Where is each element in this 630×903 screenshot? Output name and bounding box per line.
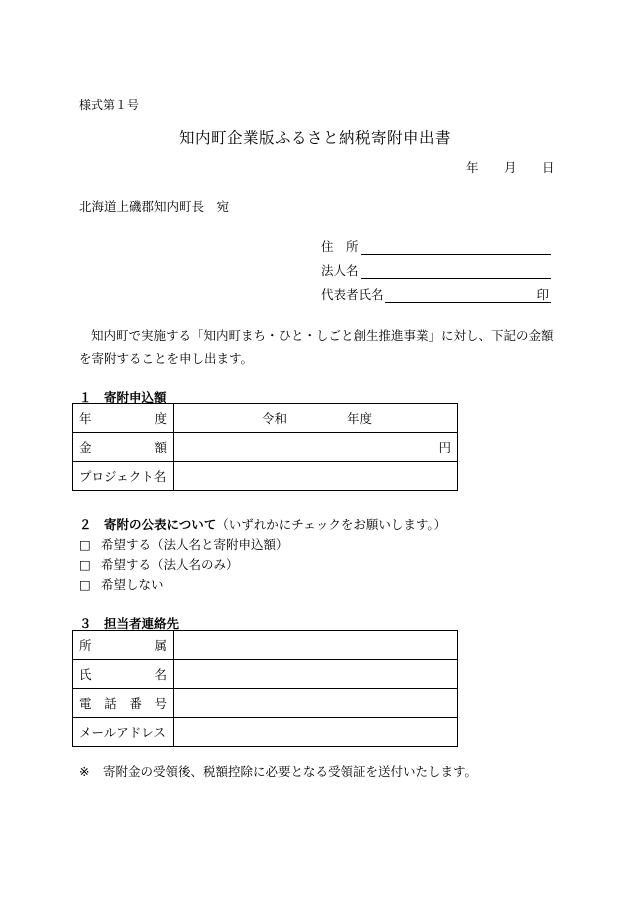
project-value-cell[interactable] — [174, 462, 458, 491]
checkbox-icon[interactable]: □ — [79, 577, 91, 592]
date-year: 年 — [466, 160, 479, 175]
contact-table — [72, 630, 458, 747]
phone-label-cell — [73, 689, 174, 718]
project-label-cell — [73, 462, 174, 491]
project-label: プロジェクト名 — [79, 469, 167, 484]
phone-label-2: 話 — [104, 696, 117, 711]
name-label-cell — [73, 660, 174, 689]
section2-heading-row — [79, 515, 446, 533]
name-label-b: 名 — [154, 667, 167, 682]
section2-heading-note: （いずれかにチェックをお願いします。） — [216, 517, 447, 532]
phone-label-1: 電 — [79, 696, 92, 711]
option-label: 希望しない — [101, 577, 164, 592]
checkbox-icon[interactable]: □ — [79, 557, 91, 572]
table-row — [73, 689, 458, 718]
section1-heading: １ 寄附申込額 — [79, 390, 167, 405]
phone-label-3: 番 — [129, 696, 142, 711]
email-value-cell[interactable] — [174, 718, 458, 747]
yen-label: 円 — [438, 440, 451, 455]
name-label-a: 氏 — [79, 667, 92, 682]
table-row — [73, 631, 458, 660]
section3-heading: ３ 担当者連絡先 — [79, 616, 180, 631]
footer-note — [79, 762, 477, 780]
section2-heading: ２ 寄附の公表について — [79, 517, 217, 532]
signature-rep-row — [321, 285, 551, 303]
publish-option-1[interactable] — [79, 535, 289, 553]
amount-label-a: 金 — [79, 440, 92, 455]
note-text: 寄附金の受領後、税額控除に必要となる受領証を送付いたします。 — [103, 764, 478, 779]
email-label: メールアドレス — [79, 725, 166, 740]
rep-name-label: 代表者氏名 — [321, 287, 384, 302]
dept-label-b: 属 — [154, 638, 167, 653]
signature-address-row — [321, 237, 551, 255]
dept-label-cell — [73, 631, 174, 660]
name-value-cell[interactable] — [174, 660, 458, 689]
date-month: 月 — [504, 160, 517, 175]
phone-value-cell[interactable] — [174, 689, 458, 718]
date-line — [466, 158, 555, 176]
dept-value-cell[interactable] — [174, 631, 458, 660]
table-row — [73, 660, 458, 689]
year-value-cell[interactable] — [174, 404, 458, 433]
table-row — [73, 718, 458, 747]
address-label: 住 所 — [321, 239, 359, 254]
seal-mark: 印 — [536, 287, 549, 302]
corp-name-label: 法人名 — [321, 263, 359, 278]
option-label: 希望する（法人名と寄附申込額） — [101, 537, 289, 552]
year-label-cell — [73, 404, 174, 433]
nendo-label: 年度 — [347, 411, 373, 426]
table-row — [73, 462, 458, 491]
date-day: 日 — [542, 160, 555, 175]
dept-label-a: 所 — [79, 638, 92, 653]
amount-label-cell — [73, 433, 174, 462]
phone-label-4: 号 — [154, 696, 167, 711]
year-label-b: 度 — [154, 411, 167, 426]
publish-option-3[interactable] — [79, 575, 164, 593]
intro-paragraph: 知内町で実施する「知内町まち・ひと・しごと創生推進事業」に対し、下記の金額を寄附することを申し出ます。 — [79, 328, 554, 366]
form-number: 様式第１号 — [79, 98, 140, 112]
publish-option-2[interactable] — [79, 555, 239, 573]
table-row — [73, 433, 458, 462]
address-field[interactable] — [361, 238, 551, 255]
addressee: 北海道上磯郡知内町長 宛 — [79, 199, 230, 214]
year-label-a: 年 — [79, 411, 92, 426]
option-label: 希望する（法人名のみ） — [101, 557, 239, 572]
table-row — [73, 404, 458, 433]
amount-label-b: 額 — [154, 440, 167, 455]
amount-value-cell[interactable] — [174, 433, 458, 462]
note-mark: ※ — [79, 764, 90, 779]
page-title: 知内町企業版ふるさと納税寄附申出書 — [178, 129, 451, 147]
corp-name-field[interactable] — [361, 262, 551, 279]
rep-name-field[interactable] — [385, 286, 551, 303]
checkbox-icon[interactable]: □ — [79, 537, 91, 552]
signature-corp-row — [321, 261, 551, 279]
email-label-cell — [73, 718, 174, 747]
era-label: 令和 — [262, 411, 288, 426]
donation-table — [72, 403, 458, 491]
